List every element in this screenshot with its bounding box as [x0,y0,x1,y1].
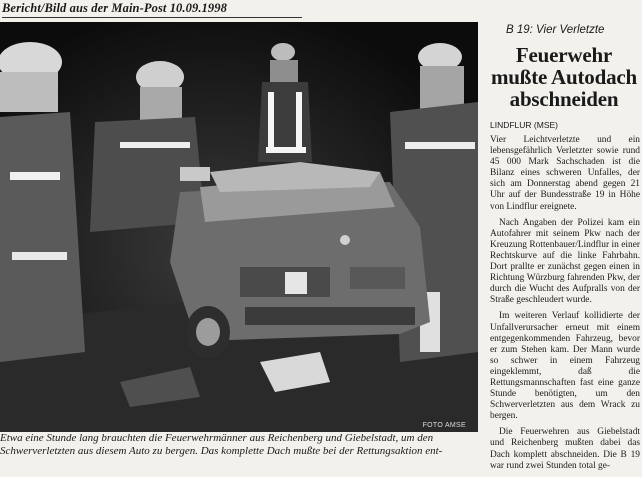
caption-line: Schwerverletzten aus diesem Auto zu bergen. Das komplette Dach mußte bei der Rettungsaktion ent- [0,444,443,457]
article-paragraph: Vier Leichtverletzte und ein lebensgefährlich Verletzter sowie rund 45 000 Mark Sachschaden ist die Bilanz eines schweren Unfalles, der sich am Donnerstag abend gegen 21 Uhr auf der Bundesstraße 19 in Höhe von Lindflur ereignete. [490,135,640,212]
headline-line: Feuerwehr [515,43,613,67]
headline-line: abschneiden [509,87,619,111]
article-paragraph: Nach Angaben der Polizei kam ein Autofahrer mit seinem Pkw nach der Kreuzung Rottenbauer/Lindflur in einer Rechtskurve auf die linke Fahrbahn. Dort prallte er zunächst gegen einen in Richtung Würzburg fahrenden Pkw, der durch die Wucht des Aufpralls von der Straße geschleudert wurde. [490,217,640,306]
article-headline [488,44,640,110]
headline-line: mußte Autodach [491,65,637,89]
caption-line: Etwa eine Stunde lang brauchten die Feuerwehrmänner aus Reichenberg und Giebelstadt, um den [0,432,434,444]
article-body [488,135,640,472]
article [488,22,640,477]
article-kicker: B 19: Vier Verletzte [506,24,605,36]
article-dateline: LINDFLUR (MSE) [490,120,559,130]
accident-photo [0,22,478,432]
article-paragraph: Im weiteren Verlauf kollidierte der Unfallverursacher erneut mit einem entgegenkommenden Fahrzeug, bevor er zum Stehen kam. Der Mann wurde so schwer in einem Fahrzeug eingeklemmt, daß die Rettungsmannschaften fast eine ganze Stunde benötigten, um den Schwerverletzten aus dem Wrack zu bergen. [490,311,640,422]
article-paragraph: Die Feuerwehren aus Giebelstadt und Reichenberg mußten dabei das Dach komplett abschneiden. Die B 19 war rund zwei Stunden total ge- [490,427,640,471]
accident-scene-illustration [0,22,478,432]
photo-credit: FOTO AMSE [422,422,466,429]
crashed-car [170,162,430,358]
photo-caption [0,432,478,457]
source-line: Bericht/Bild aus der Main-Post 10.09.1998 [2,1,302,18]
